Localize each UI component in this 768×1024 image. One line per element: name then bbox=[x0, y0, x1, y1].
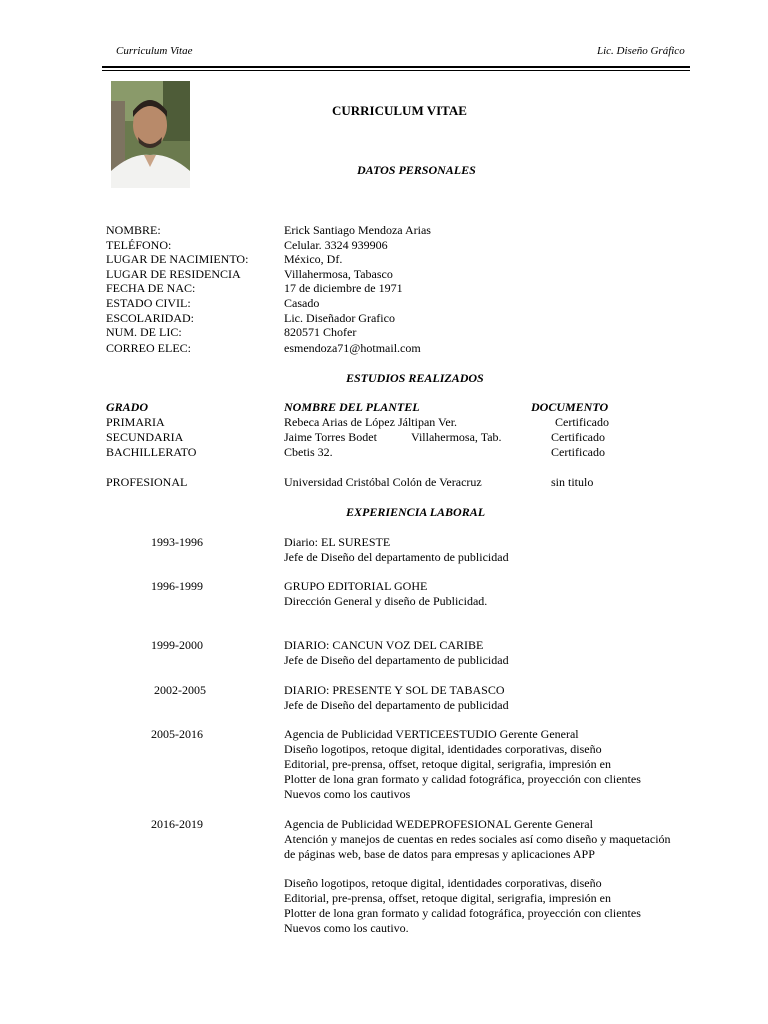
experience-extra-line: Nuevos como los cautivo. bbox=[284, 921, 409, 935]
studies-doc-secondary: Certificado bbox=[551, 430, 605, 444]
header-rule bbox=[102, 66, 690, 68]
label-phone: TELÉFONO: bbox=[106, 237, 172, 252]
experience-years: 2005-2016 bbox=[151, 727, 203, 741]
experience-line: GRUPO EDITORIAL GOHE bbox=[284, 579, 428, 593]
label-license: NUM. DE LIC: bbox=[106, 325, 182, 340]
value-education: Lic. Diseñador Grafico bbox=[284, 310, 395, 325]
experience-line: Plotter de lona gran formato y calidad fotográfica, proyección con clientes bbox=[284, 772, 641, 786]
studies-grade-highschool: BACHILLERATO bbox=[106, 445, 197, 459]
value-email: esmendoza71@hotmail.com bbox=[284, 341, 421, 355]
studies-school-professional: Universidad Cristóbal Colón de Veracruz bbox=[284, 475, 482, 489]
experience-heading: EXPERIENCIA LABORAL bbox=[346, 505, 486, 519]
profile-photo bbox=[111, 81, 190, 188]
studies-school-primary: Rebeca Arias de López Jáltipan Ver. bbox=[284, 415, 458, 429]
experience-years: 1999-2000 bbox=[151, 638, 203, 652]
experience-line: DIARIO: PRESENTE Y SOL DE TABASCO bbox=[284, 683, 505, 697]
studies-header-grade: GRADO bbox=[106, 400, 149, 414]
studies-school-secondary: Jaime Torres Bodet bbox=[284, 430, 377, 444]
experience-line: Agencia de Publicidad WEDEPROFESIONAL Gerente General bbox=[284, 817, 593, 831]
experience-line: de páginas web, base de datos para empresas y aplicaciones APP bbox=[284, 847, 595, 861]
studies-school-highschool: Cbetis 32. bbox=[284, 445, 333, 459]
experience-line: Diario: EL SURESTE bbox=[284, 535, 391, 549]
experience-line: Agencia de Publicidad VERTICEESTUDIO Gerente General bbox=[284, 727, 579, 741]
studies-grade-professional: PROFESIONAL bbox=[106, 475, 188, 489]
experience-extra-line: Diseño logotipos, retoque digital, identidades corporativas, diseño bbox=[284, 876, 602, 890]
label-birthplace: LUGAR DE NACIMIENTO: bbox=[106, 252, 249, 267]
studies-doc-primary: Certificado bbox=[555, 415, 609, 429]
value-residence: Villahermosa, Tabasco bbox=[284, 266, 393, 281]
experience-years: 2016-2019 bbox=[151, 817, 203, 831]
header-left-text: Curriculum Vitae bbox=[116, 45, 193, 57]
label-education: ESCOLARIDAD: bbox=[106, 310, 195, 325]
value-phone: Celular. 3324 939906 bbox=[284, 237, 388, 252]
experience-line: Editorial, pre-prensa, offset, retoque digital, serigrafia, impresión en bbox=[284, 757, 611, 771]
label-name: NOMBRE: bbox=[106, 223, 161, 237]
studies-doc-highschool: Certificado bbox=[551, 445, 605, 459]
studies-heading: ESTUDIOS REALIZADOS bbox=[346, 371, 484, 385]
experience-line: Dirección General y diseño de Publicidad. bbox=[284, 593, 488, 608]
value-birthdate: 17 de diciembre de 1971 bbox=[284, 281, 403, 296]
value-name: Erick Santiago Mendoza Arias bbox=[284, 223, 431, 237]
label-civil-status: ESTADO CIVIL: bbox=[106, 296, 191, 310]
header-rule-thin bbox=[102, 70, 690, 71]
experience-line: Atención y manejos de cuentas en redes sociales así como diseño y maquetación bbox=[284, 832, 671, 846]
studies-grade-primary: PRIMARIA bbox=[106, 415, 165, 429]
experience-extra-line: Plotter de lona gran formato y calidad fotográfica, proyección con clientes bbox=[284, 906, 641, 920]
studies-doc-professional: sin titulo bbox=[551, 475, 594, 489]
personal-data-heading: DATOS PERSONALES bbox=[357, 163, 476, 177]
experience-line: Diseño logotipos, retoque digital, identidades corporativas, diseño bbox=[284, 742, 602, 756]
label-residence: LUGAR DE RESIDENCIA bbox=[106, 266, 241, 281]
value-license: 820571 Chofer bbox=[284, 325, 357, 340]
experience-line: Jefe de Diseño del departamento de publicidad bbox=[284, 549, 509, 564]
experience-line: Jefe de Diseño del departamento de publicidad bbox=[284, 652, 509, 667]
label-email: CORREO ELEC: bbox=[106, 341, 192, 355]
experience-line: Nuevos como los cautivos bbox=[284, 787, 411, 801]
studies-grade-secondary: SECUNDARIA bbox=[106, 430, 184, 444]
value-birthplace: México, Df. bbox=[284, 252, 343, 267]
label-birthdate: FECHA DE NAC: bbox=[106, 281, 196, 296]
studies-header-school: NOMBRE DEL PLANTEL bbox=[284, 400, 420, 414]
experience-line: Jefe de Diseño del departamento de publicidad bbox=[284, 697, 509, 712]
experience-years: 1993-1996 bbox=[151, 535, 203, 549]
experience-extra-line: Editorial, pre-prensa, offset, retoque digital, serigrafia, impresión en bbox=[284, 891, 611, 905]
studies-header-document: DOCUMENTO bbox=[531, 400, 609, 414]
experience-line: DIARIO: CANCUN VOZ DEL CARIBE bbox=[284, 638, 484, 652]
studies-school-secondary-city: Villahermosa, Tab. bbox=[411, 430, 502, 444]
document-title: CURRICULUM VITAE bbox=[332, 103, 467, 118]
header-right-text: Lic. Diseño Gráfico bbox=[597, 45, 685, 57]
experience-years: 1996-1999 bbox=[151, 579, 203, 593]
experience-years: 2002-2005 bbox=[154, 683, 206, 697]
value-civil-status: Casado bbox=[284, 296, 320, 310]
